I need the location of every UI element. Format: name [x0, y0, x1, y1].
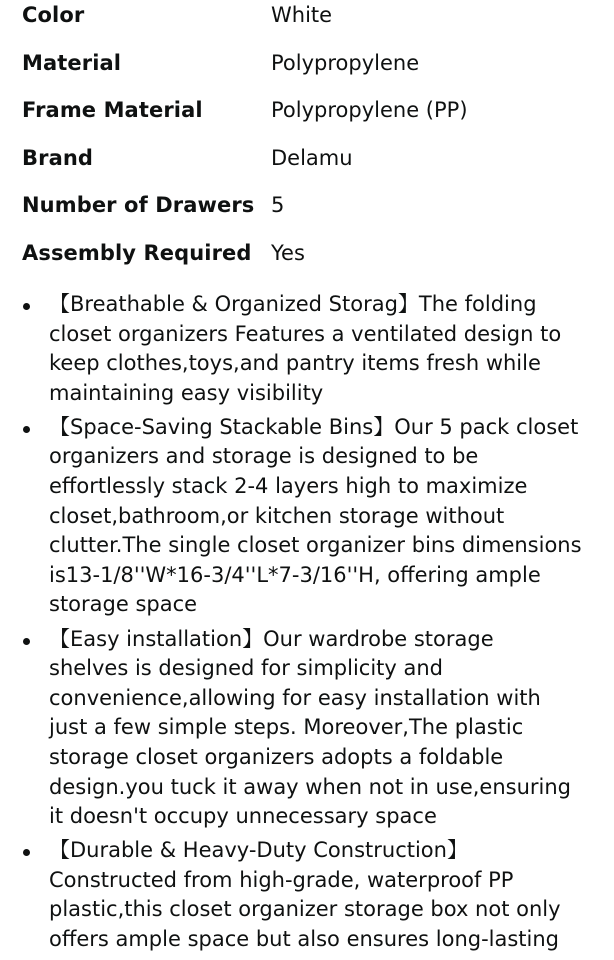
- bullet-dot-icon: [23, 426, 30, 433]
- bullet-text-line: storage closet organizers adopts a foldable: [49, 744, 504, 769]
- feature-bullet-stackable: [20, 413, 600, 620]
- bullet-text-line: 【Easy installation】Our wardrobe storage: [49, 626, 494, 651]
- feature-bullet-breathable: [20, 290, 600, 408]
- product-specs-table: [22, 0, 602, 277]
- spec-row-frame-material: [22, 87, 602, 135]
- bullet-text-line: 【Space-Saving Stackable Bins】Our 5 pack closet: [49, 414, 579, 439]
- feature-bullet-list: [20, 290, 600, 959]
- spec-row-color: [22, 0, 602, 40]
- bullet-text-line: convenience,allowing for easy installation with: [49, 685, 541, 710]
- spec-label: Material: [22, 50, 122, 75]
- bullet-text-line: is13-1/8''W*16-3/4''L*7-3/16''H, offering ample: [49, 562, 541, 587]
- spec-label: Brand: [22, 145, 94, 170]
- spec-value: White: [271, 3, 333, 27]
- spec-value: Polypropylene: [271, 50, 420, 75]
- bullet-text-line: 【Durable & Heavy-Duty Construction】: [49, 838, 468, 863]
- spec-value: Polypropylene (PP): [271, 98, 468, 122]
- bullet-text-line: Constructed from high-grade, waterproof PP: [49, 867, 514, 892]
- spec-row-material: [22, 40, 602, 88]
- bullet-text-line: shelves is designed for simplicity and: [49, 656, 444, 681]
- bullet-text-line: just a few simple steps. Moreover,The plastic: [49, 715, 524, 740]
- spec-label: Frame Material: [22, 98, 203, 122]
- bullet-text-line: organizers and storage is designed to be: [49, 444, 479, 469]
- bullet-dot-icon: [23, 849, 30, 856]
- spec-value: Yes: [271, 240, 305, 265]
- spec-value: 5: [271, 193, 285, 217]
- spec-label: Assembly Required: [22, 240, 252, 265]
- bullet-text-line: 【Breathable & Organized Storag】The folding: [49, 292, 537, 316]
- bullet-text-line: design.you tuck it away when not in use,ensuring: [49, 774, 571, 799]
- spec-label: Color: [22, 3, 85, 27]
- bullet-text-line: maintaining easy visibility: [49, 380, 324, 405]
- bullet-text-line: storage space: [49, 592, 198, 617]
- feature-bullet-durable: [20, 836, 600, 954]
- bullet-dot-icon: [23, 638, 30, 645]
- feature-bullet-installation: [20, 625, 600, 832]
- bullet-text-line: offers ample space but also ensures long-lasting: [49, 926, 560, 951]
- spec-row-brand: [22, 135, 602, 183]
- bullet-text-line: effortlessly stack 2-4 layers high to maximize: [49, 474, 528, 499]
- spec-label: Number of Drawers: [22, 193, 255, 217]
- bullet-dot-icon: [23, 303, 30, 310]
- bullet-text-line: plastic,this closet organizer storage box not only: [49, 897, 561, 922]
- spec-value: Delamu: [271, 145, 353, 170]
- bullet-text-line: it doesn't occupy unnecessary space: [49, 804, 437, 829]
- bullet-text-line: closet organizers Features a ventilated design to: [49, 321, 562, 346]
- bullet-text-line: clutter.The single closet organizer bins dimensions: [49, 533, 582, 558]
- spec-row-number-of-drawers: [22, 182, 602, 230]
- bullet-text-line: closet,bathroom,or kitchen storage without: [49, 503, 505, 528]
- spec-row-assembly-required: [22, 230, 602, 278]
- bullet-text-line: keep clothes,toys,and pantry items fresh while: [49, 351, 541, 376]
